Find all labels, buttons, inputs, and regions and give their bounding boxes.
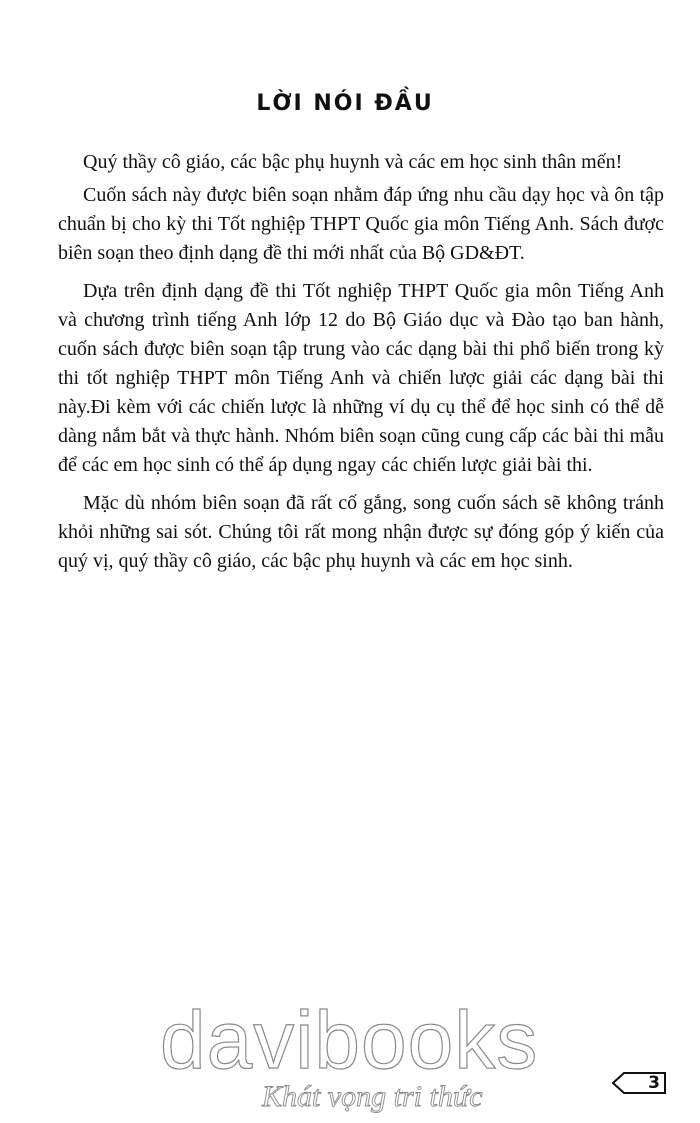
watermark-brand: davibooks: [160, 995, 539, 1086]
paragraph-content: Dựa trên định dạng đề thi Tốt nghiệp THPT Quốc gia môn Tiếng Anh và chương trình tiếng Anh lớp 12 do Bộ Giáo dục và Đào tạo ban hành, cuốn sách được biên soạn tập trung vào các dạng bài thi phổ biến trong kỳ thi tốt nghiệp THPT môn Tiếng Anh và chiến lược giải các dạng bài thi này.Đi kèm với các chiến lược là những ví dụ cụ thể để học sinh có thể dễ dàng nắm bắt và thực hành. Nhóm biên soạn cũng cung cấp các bài thi mẫu để các em học sinh có thể áp dụng ngay các chiến lược giải bài thi.: [58, 280, 664, 476]
page-number-badge: [612, 1071, 666, 1095]
page-title: LỜI NÓI ĐẦU: [256, 90, 434, 116]
paragraph-purpose: Cuốn sách này được biên soạn nhằm đáp ứng nhu cầu dạy học và ôn tập chuẩn bị cho kỳ thi Tốt nghiệp THPT Quốc gia môn Tiếng Anh. Sách được biên soạn theo định dạng đề thi mới nhất của Bộ GD&ĐT.: [58, 184, 664, 264]
paragraph-greeting: Quý thầy cô giáo, các bậc phụ huynh và các em học sinh thân mến!: [83, 151, 623, 173]
watermark-logo: [160, 995, 560, 1118]
page-number: 3: [648, 1073, 660, 1093]
preface-body: [58, 148, 664, 585]
paragraph-closing: Mặc dù nhóm biên soạn đã rất cố gắng, song cuốn sách sẽ không tránh khỏi những sai sót. Chúng tôi rất mong nhận được sự đóng góp ý kiến của quý vị, quý thầy cô giáo, các bậc phụ huynh và các em học sinh.: [58, 492, 664, 572]
watermark-tagline: Khát vọng tri thức: [262, 1080, 483, 1113]
